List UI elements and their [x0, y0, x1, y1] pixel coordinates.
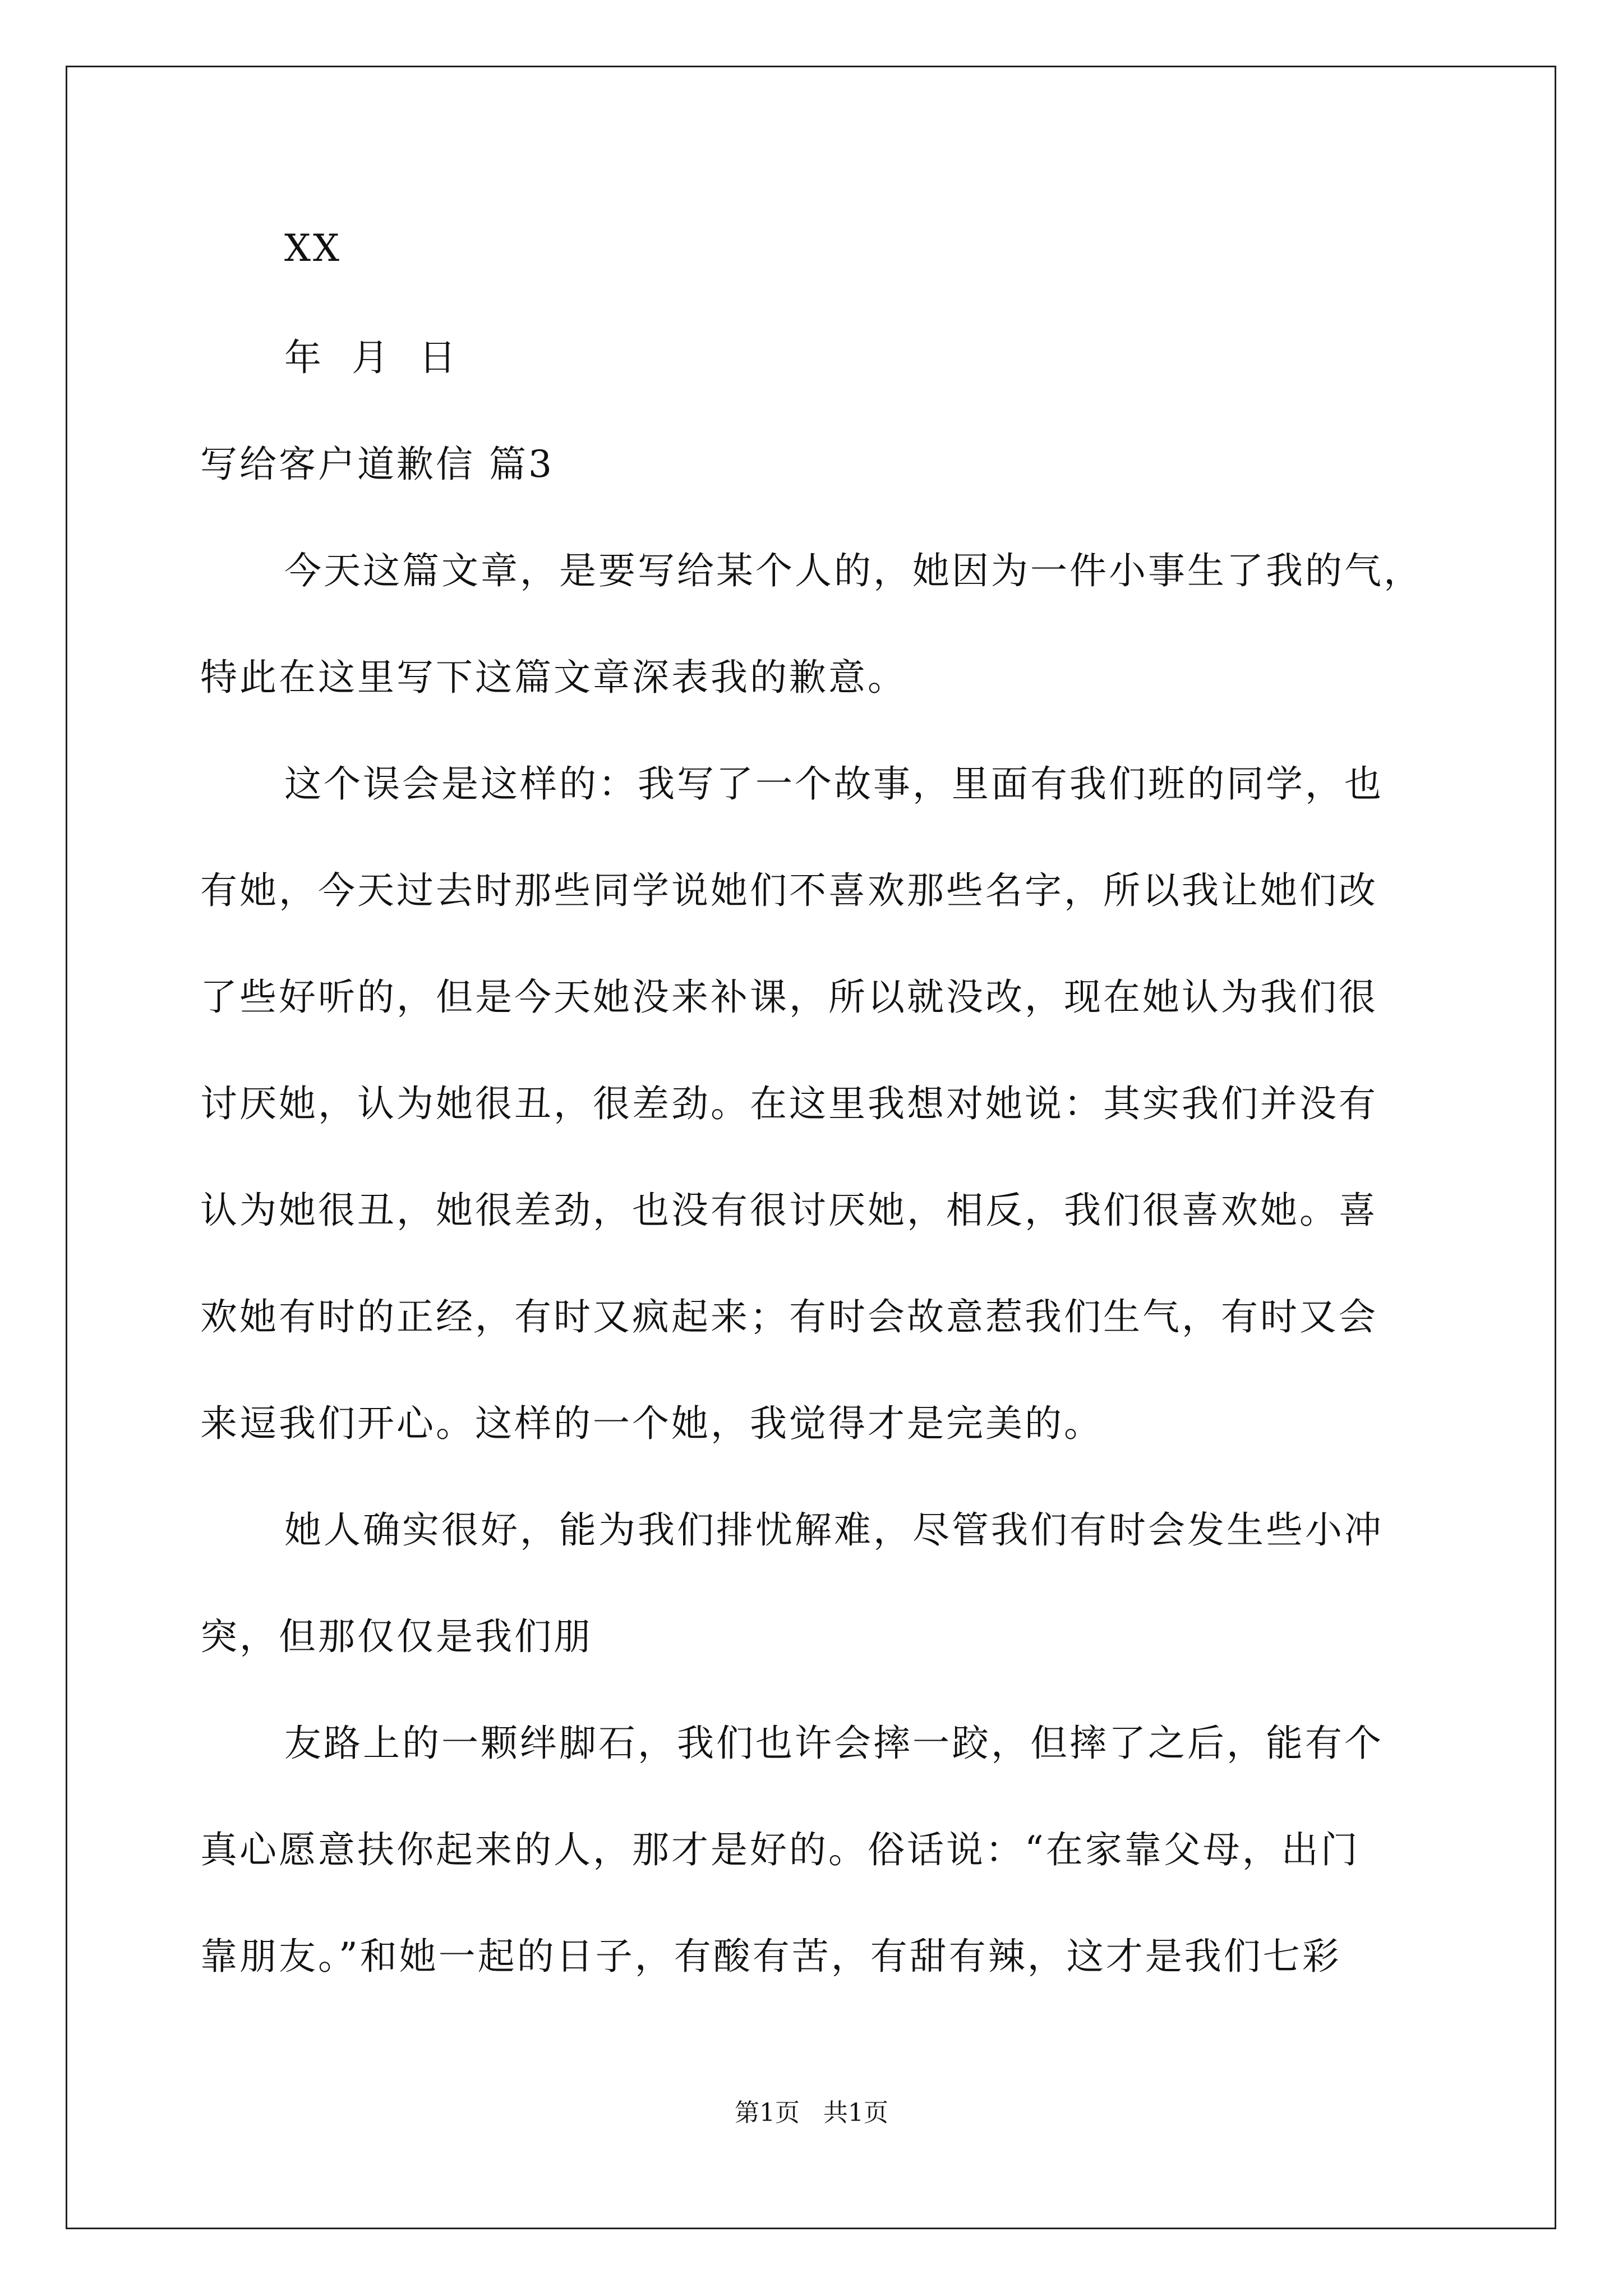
paragraph-line: 认为她很丑，她很差劲，也没有很讨厌她，相反，我们很喜欢她。喜 [200, 1189, 1378, 1232]
paragraph-line: 友路上的一颗绊脚石，我们也许会摔一跤，但摔了之后，能有个 [284, 1722, 1384, 1765]
page-border [66, 66, 1556, 2229]
page-footer: 第1页 共1页 [735, 2099, 888, 2127]
paragraph-line: 有她，今天过去时那些同学说她们不喜欢那些名字，所以我让她们改 [200, 869, 1378, 912]
signature-name: XX [284, 227, 342, 270]
paragraph-line: 特此在这里写下这篇文章深表我的歉意。 [200, 656, 907, 699]
paragraph-line: 她人确实很好，能为我们排忧解难，尽管我们有时会发生些小冲 [284, 1508, 1384, 1552]
paragraph-line: 这个误会是这样的：我写了一个故事，里面有我们班的同学，也 [284, 762, 1384, 806]
paragraph-line: 今天这篇文章，是要写给某个人的，她因为一件小事生了我的气， [284, 549, 1423, 592]
paragraph-line: 来逗我们开心。这样的一个她，我觉得才是完美的。 [200, 1402, 1103, 1445]
signature-date: 年 月 日 [284, 336, 458, 379]
paragraph-line: 讨厌她，认为她很丑，很差劲。在这里我想对她说：其实我们并没有 [200, 1082, 1378, 1125]
paragraph-line: 了些好听的，但是今天她没来补课，所以就没改，现在她认为我们很 [200, 976, 1378, 1019]
paragraph-line: 靠朋友。”和她一起的日子，有酸有苦，有甜有辣，这才是我们七彩 [200, 1935, 1341, 1978]
section-heading: 写给客户道歉信 篇3 [200, 443, 554, 486]
paragraph-line: 欢她有时的正经，有时又疯起来；有时会故意惹我们生气，有时又会 [200, 1295, 1378, 1338]
paragraph-line: 突，但那仅仅是我们朋 [200, 1615, 593, 1658]
paragraph-line: 真心愿意扶你起来的人，那才是好的。俗话说：“在家靠父母，出门 [200, 1828, 1360, 1871]
